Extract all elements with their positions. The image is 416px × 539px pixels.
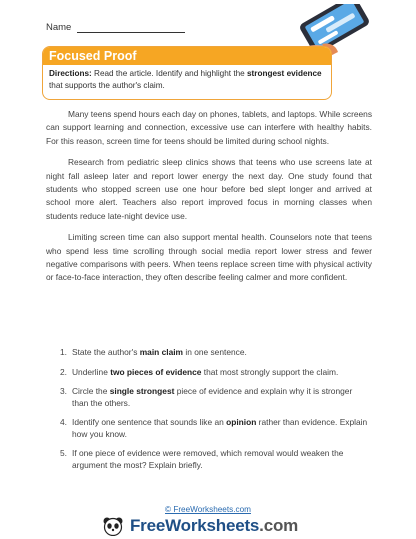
brand-logo bbox=[102, 516, 298, 536]
article-paragraph-3: Limiting screen time can also support mental health. Counselors note that teens who spend less time scrolling through social media report lower stress and fewer negative comparisons with peers. When teens replace screen time with physical activity or face-to-face interaction, they often describe feeling calmer and more confident. bbox=[46, 232, 372, 283]
question-item: 1. State the author's main claim in one sentence. bbox=[60, 347, 247, 357]
question-list bbox=[60, 347, 370, 479]
article bbox=[46, 108, 372, 293]
question-item: 2. Underline two pieces of evidence that most strongly support the claim. bbox=[60, 366, 339, 377]
question-item: 3. Circle the single strongest piece of evidence and explain why it is stronger than the others. bbox=[60, 386, 353, 408]
question-item: 5. If one piece of evidence were removed, which removal would weaken the argument the most? Explain briefly. bbox=[60, 448, 344, 470]
directions-label: Directions: bbox=[49, 69, 92, 78]
copyright-link[interactable]: © FreeWorksheets.com bbox=[165, 505, 251, 514]
brand-wordmark: FreeWorksheets.com bbox=[130, 516, 299, 535]
question-item: 4. Identify one sentence that sounds like an opinion rather than evidence. Explain how you know. bbox=[60, 417, 368, 439]
article-paragraph-2: Research from pediatric sleep clinics shows that teens who use screens late at night fall asleep later and report lower energy the next day. One study found that students who stopped screen use one hour before bed slept longer and arrived at school more alert. Teachers also report improved focus in morning classes when students reduce late-night device use. bbox=[46, 157, 372, 221]
worksheet-title: Focused Proof bbox=[43, 47, 331, 65]
name-label: Name bbox=[46, 22, 72, 33]
directions-text: Directions: Read the article. Identify and highlight the strongest evidence that supports the author's claim. bbox=[49, 69, 322, 90]
directions-box bbox=[42, 46, 332, 100]
name-line[interactable] bbox=[77, 23, 185, 33]
panda-icon bbox=[102, 516, 124, 536]
name-field bbox=[46, 22, 185, 33]
article-paragraph-1: Many teens spend hours each day on phones, tablets, and laptops. While screens can support learning and connection, excessive use can interfere with healthy habits. For this reason, screen time for teens should be limited during school nights. bbox=[46, 109, 373, 146]
